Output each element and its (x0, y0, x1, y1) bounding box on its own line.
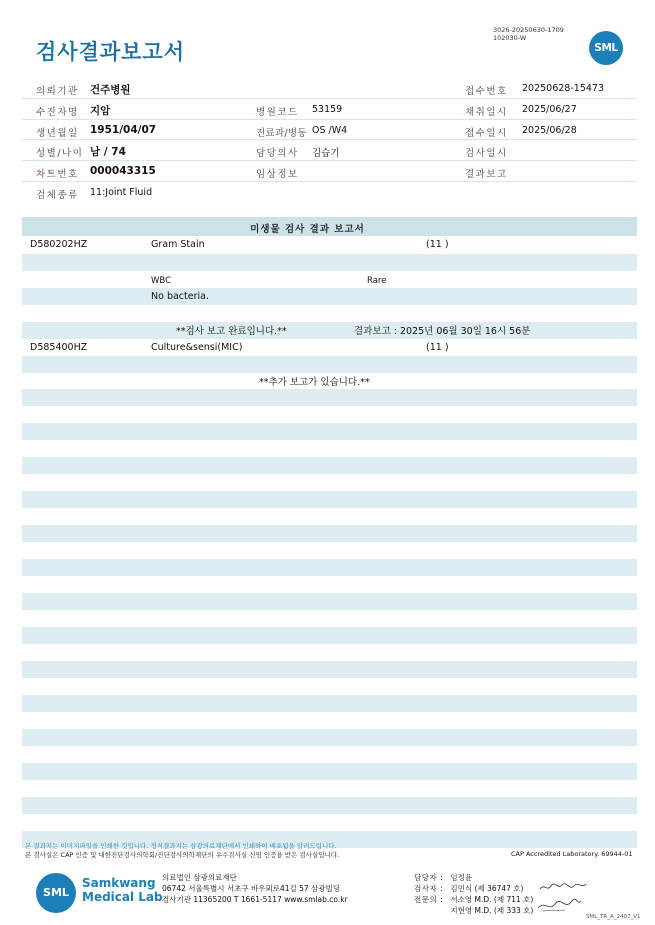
image-disclaimer: 본 결과지는 이미지파일을 인쇄한 것입니다. 정식결과지는 삼광의료재단에서 인쇄하여 배포됨을 알려드립니다. (25, 842, 337, 850)
attending-physician: 김습기 (312, 148, 340, 160)
footer-brand (82, 876, 163, 904)
info-label: 접수번호 (465, 86, 508, 97)
stripe (22, 491, 637, 508)
report-time: 결과보고 : 2025년 06월 30일 16시 56분 (354, 326, 531, 337)
report-complete-note: **검사 보고 완료입니다.** (176, 326, 287, 337)
staff-row (414, 905, 533, 916)
finding-text: No bacteria. (151, 291, 209, 302)
info-label: 성별/나이 (36, 148, 84, 160)
info-row (22, 182, 637, 203)
birth-date: 1951/04/07 (90, 123, 157, 136)
wbc-value: Rare (367, 276, 387, 286)
stripe (22, 661, 637, 678)
staff-name: 김민식 (제 36747 호) (450, 884, 524, 893)
accreditation-note: 본 검사실은 CAP 인증 및 대한진단검사의학회/진단검사의학재단의 우수검사실 신임 인증을 받은 검사실입니다. (25, 851, 340, 859)
stripe (22, 288, 637, 305)
stripe (22, 356, 637, 373)
stripe (22, 797, 637, 814)
footer-address (162, 872, 348, 905)
chart-number: 000043315 (90, 165, 156, 178)
stripe (22, 457, 637, 474)
institution-name: 의료법인 삼광의료재단 (162, 873, 237, 882)
staff-label: 검사자 : (414, 884, 444, 893)
info-label: 검사일시 (465, 148, 508, 160)
receipt-number: 20250628-15473 (522, 83, 605, 94)
patient-name: 지암 (90, 104, 111, 117)
specimen-type: 11:Joint Fluid (90, 186, 153, 198)
document-code-line-2: 102030-W (493, 34, 527, 42)
test-code: D580202HZ (30, 239, 88, 250)
stripe (22, 322, 637, 339)
cap-accreditation: CAP Accredited Laboratory. 69944-01 (511, 850, 633, 858)
test-name: Culture&sensi(MIC) (151, 342, 243, 353)
test-count: (11 ) (426, 342, 449, 353)
stripe (22, 763, 637, 780)
wbc-label: WBC (151, 276, 172, 286)
requesting-institution: 건주병원 (90, 84, 131, 96)
form-code: SML_TR_A_2407_V1 (586, 914, 641, 920)
staff-row (414, 872, 533, 883)
stripe (22, 559, 637, 576)
signature-image (535, 896, 583, 914)
hospital-code: 53159 (312, 103, 343, 115)
info-label: 병원코드 (256, 106, 299, 118)
test-code: D585400HZ (30, 342, 88, 353)
collection-date: 2025/06/27 (522, 103, 577, 115)
stripe (22, 525, 637, 542)
info-row (22, 99, 637, 120)
staff-name: 지현영 M.D. (제 333 호) (450, 906, 534, 915)
stripe (22, 389, 637, 406)
info-label: 차트번호 (36, 169, 79, 181)
sex-age: 남 / 74 (90, 146, 126, 159)
document-code (493, 26, 564, 42)
info-label: 의뢰기관 (36, 86, 79, 97)
info-row (22, 140, 637, 161)
info-label: 접수일시 (465, 127, 508, 139)
staff-row (414, 883, 533, 894)
stripe (22, 729, 637, 746)
stripe (22, 627, 637, 644)
patient-info-table (22, 78, 637, 203)
additional-report-note: **추가 보고가 있습니다.** (259, 377, 370, 388)
receipt-date: 2025/06/28 (522, 124, 577, 136)
info-label: 생년월일 (36, 127, 79, 139)
info-label: 검체종류 (36, 189, 79, 201)
signature-image (538, 880, 588, 894)
brand-line-1: Samkwang (82, 876, 156, 890)
footer-staff (414, 872, 533, 916)
stripe (22, 695, 637, 712)
staff-label: 전문의 : (414, 895, 444, 904)
staff-row (414, 894, 533, 905)
institution-address: 06742 서울특별시 서초구 바우뫼로41길 57 삼광빌딩 (162, 884, 341, 893)
sml-logo: SML (589, 31, 623, 65)
info-label: 임상정보 (256, 169, 299, 181)
stripe (22, 423, 637, 440)
info-label: 결과보고 (465, 169, 508, 181)
department-ward: OS /W4 (312, 124, 348, 136)
staff-name: 서소영 M.D. (제 711 호) (450, 895, 534, 904)
info-row (22, 120, 637, 141)
test-name: Gram Stain (151, 239, 205, 250)
info-label: 수진자명 (36, 106, 79, 118)
stripe (22, 593, 637, 610)
info-row (22, 161, 637, 182)
result-section-title: 미생물 검사 결과 보고서 (250, 224, 365, 235)
institution-contact: 검사기관 11365200 T 1661-5117 www.smlab.co.kr (162, 895, 348, 904)
brand-line-2: Medical Lab (82, 890, 163, 904)
info-label: 진료과/병동 (256, 127, 307, 139)
staff-label: 담당자 : (414, 873, 444, 882)
staff-name: 임정윤 (450, 873, 473, 882)
test-count: (11 ) (426, 239, 449, 250)
page-title: 검사결과보고서 (36, 40, 186, 64)
document-code-line-1: 3026-20250630-1709 (493, 26, 564, 34)
stripe (22, 254, 637, 271)
footer-sml-logo: SML (36, 873, 76, 913)
info-label: 담당의사 (256, 148, 299, 160)
info-label: 채취일시 (465, 106, 508, 118)
info-row (22, 78, 637, 99)
